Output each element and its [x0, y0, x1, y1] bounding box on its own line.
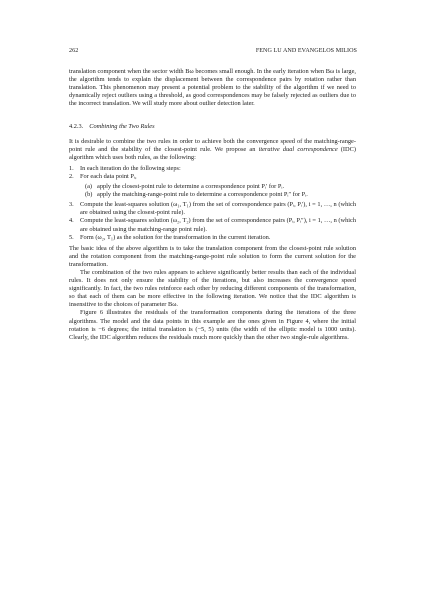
substep-item	[80, 183, 356, 191]
section-intro-before: It is desirable to combine the two rules in order to achieve both the convergence speed of the matching-range-point rule and the stability of the closest-point rule. We propose an	[69, 137, 356, 153]
substep-text: apply the matching-range-point rule to determine a correspondence point Pᵢ″ for Pᵢ.	[97, 191, 308, 199]
step-text: Compute the least-squares solution (ω₁, T₁) from the set of correspondence pairs (Pᵢ, Pᵢ′), i = 1, …, n (which are obtained using the closest-point rule).	[80, 201, 356, 217]
section-intro-emphasis: iterative dual correspondence	[258, 145, 338, 153]
step-text: In each iteration do the following steps:	[80, 164, 181, 172]
step-item	[69, 234, 356, 242]
substep-label: (a)	[85, 183, 93, 191]
running-head: FENG LU AND EVANGELOS MILIOS	[255, 48, 357, 54]
substep-text: apply the closest-point rule to determine a correspondence point Pᵢ′ for Pᵢ.	[97, 183, 285, 191]
step-text: For each data point Pᵢ,	[80, 172, 137, 180]
substep-label: (b)	[85, 191, 93, 199]
step-label: 4.	[69, 217, 74, 225]
step-label: 2.	[69, 172, 74, 180]
page-number: 262	[69, 48, 79, 54]
step-item	[69, 201, 356, 217]
section-intro-after: (IDC) algorithm which uses both rules, as the following:	[69, 145, 356, 161]
step-label: 5.	[69, 233, 74, 241]
step-label: 3.	[69, 201, 74, 209]
body-paragraph: Figure 6 illustrates the residuals of the transformation components during the iterations of the three algorithms. The model and the data points in this example are the ones given in Figure 4, where the initial rotation is −6 degrees; the initial translation is (−5, 5) units (the width of the elliptic model is 1000 units). Clearly, the IDC algorithm reduces the residuals much more quickly than the other two single-rule algorithms.	[69, 309, 356, 341]
section-title: Combining the Two Rules	[89, 123, 155, 131]
step-item	[69, 165, 356, 173]
section-intro-paragraph	[69, 138, 356, 162]
step-text: Form (ω₂, T₁) as the solution for the transformation in the current iteration.	[80, 233, 271, 241]
algorithm-substeps	[80, 183, 356, 199]
page-header	[69, 47, 357, 55]
intro-paragraph: translation component when the sector width Bω becomes small enough. In the early iteration when Bω is large, the algorithm tends to explain the displacement between the correspondence pairs by rotation rather than translation. This phenomenon may present a potential problem to the stability of the algorithm if we need to dynamically reject outliers using a threshold, as good correspondences may be falsely rejected as outliers due to the incorrect translation. We will study more about outlier detection later.	[69, 68, 356, 108]
step-item	[69, 173, 356, 199]
body-column	[69, 68, 356, 342]
step-label: 1.	[69, 164, 74, 172]
step-item	[69, 217, 356, 233]
body-paragraph: The basic idea of the above algorithm is to take the translation component from the closest-point rule solution and the rotation component from the matching-range-point rule solution to form the current solution for the transformation.	[69, 244, 356, 268]
step-text: Compute the least-squares solution (ω₂, T₂) from the set of correspondence pairs (Pᵢ, Pᵢ″), i = 1, …, n (which are obtained using the matching-range point rule).	[80, 217, 356, 233]
algorithm-steps	[69, 165, 356, 242]
substep-item	[80, 191, 356, 199]
section-number: 4.2.3.	[69, 123, 84, 131]
section-heading	[69, 123, 356, 131]
body-paragraph: The combination of the two rules appears to achieve significantly better results than each of the individual rules. It does not only ensure the stability of the iterations, but also increases the convergence speed significantly. In fact, the two rules reinforce each other by reducing different components of the transformation, so that each of them can be more effective in the following iteration. We notice that the IDC algorithm is insensitive to the choices of parameter Bω.	[69, 268, 356, 309]
